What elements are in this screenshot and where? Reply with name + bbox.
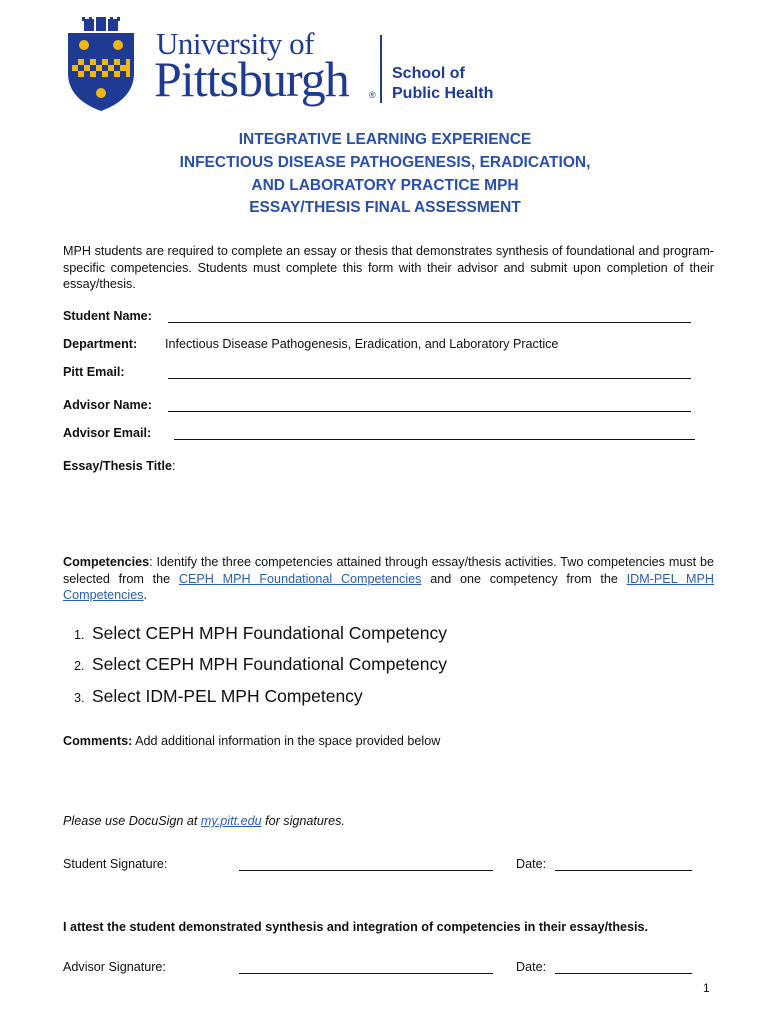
advisor-date-field[interactable] [555, 973, 692, 974]
registered-mark: ® [369, 90, 376, 100]
competency-select-3-label: Select IDM-PEL MPH Competency [92, 686, 363, 706]
pitt-email-label: Pitt Email: [63, 365, 125, 379]
department-label: Department: [63, 337, 138, 351]
competency-select-2[interactable] [74, 654, 447, 675]
university-shield-logo [62, 15, 140, 113]
advisor-name-label: Advisor Name: [63, 398, 152, 412]
my-pitt-link[interactable]: my.pitt.edu [200, 814, 262, 828]
student-signature-label: Student Signature: [63, 857, 168, 871]
essay-title-label: Essay/Thesis Title [63, 459, 172, 473]
docusign-text-b: for signatures. [261, 814, 345, 828]
attestation-statement: I attest the student demonstrated synthesis and integration of competencies in their essay/thesis. [63, 920, 649, 934]
school-name-line2: Public Health [392, 85, 494, 102]
competencies-text-b: and one competency from the [421, 571, 627, 586]
document-title-line1: INTEGRATIVE LEARNING EXPERIENCE [238, 131, 532, 148]
competency-select-1-label: Select CEPH MPH Foundational Competency [92, 623, 448, 643]
advisor-email-label: Advisor Email: [63, 426, 152, 440]
advisor-name-field[interactable] [168, 411, 691, 412]
school-name-line1: School of [392, 65, 465, 82]
logo-divider [380, 35, 382, 103]
docusign-text-a: Please use DocuSign at [63, 814, 201, 828]
comments-field[interactable] [63, 755, 714, 805]
competency-number-3: 3. [74, 691, 85, 705]
competencies-paragraph [63, 554, 714, 604]
competency-select-1[interactable] [74, 623, 447, 644]
department-value: Infectious Disease Pathogenesis, Eradication, and Laboratory Practice [165, 337, 559, 351]
competency-select-2-label: Select CEPH MPH Foundational Competency [92, 654, 448, 674]
comments-instruction: Add additional information in the space provided below [132, 734, 441, 748]
competencies-label: Competencies [63, 555, 150, 569]
student-signature-field[interactable] [239, 870, 493, 871]
ceph-competencies-link[interactable]: CEPH MPH Foundational Competencies [178, 571, 422, 586]
competency-select-3[interactable] [74, 686, 363, 707]
student-name-field[interactable] [168, 322, 691, 323]
comments-row [63, 734, 440, 748]
advisor-date-label: Date: [516, 960, 547, 974]
university-name-line2: Pittsburgh [154, 51, 349, 107]
university-name-line1: University of [156, 26, 314, 61]
docusign-note [63, 814, 345, 828]
student-date-field[interactable] [555, 870, 692, 871]
pitt-email-field[interactable] [168, 378, 691, 379]
competencies-text-a: : Identify the three competencies attained through essay/thesis activities. Two competencies must be selected from the [63, 555, 714, 586]
document-title-line4: ESSAY/THESIS FINAL ASSESSMENT [249, 199, 521, 216]
student-name-label: Student Name: [63, 309, 152, 323]
idm-pel-competencies-link[interactable]: IDM-PEL MPH Competencies [63, 571, 714, 602]
comments-label: Comments: [63, 734, 133, 748]
advisor-signature-field[interactable] [239, 973, 493, 974]
competency-number-2: 2. [74, 659, 85, 673]
intro-paragraph: MPH students are required to complete an essay or thesis that demonstrates synthesis of foundational and program-specific competencies. Students must complete this form with their advisor and submit upon completion of their essay/thesis. [63, 244, 714, 291]
competency-number-1: 1. [74, 628, 85, 642]
document-title-line2: INFECTIOUS DISEASE PATHOGENESIS, ERADICATION, [179, 154, 591, 171]
student-date-label: Date: [516, 857, 547, 871]
document-title-line3: AND LABORATORY PRACTICE MPH [251, 177, 519, 194]
advisor-email-field[interactable] [174, 439, 695, 440]
essay-title-row [63, 459, 175, 473]
essay-title-field[interactable] [63, 480, 714, 540]
competencies-text-c: . [143, 588, 148, 602]
page-number: 1 [703, 981, 710, 995]
essay-title-colon: : [171, 459, 176, 473]
advisor-signature-label: Advisor Signature: [63, 960, 166, 974]
